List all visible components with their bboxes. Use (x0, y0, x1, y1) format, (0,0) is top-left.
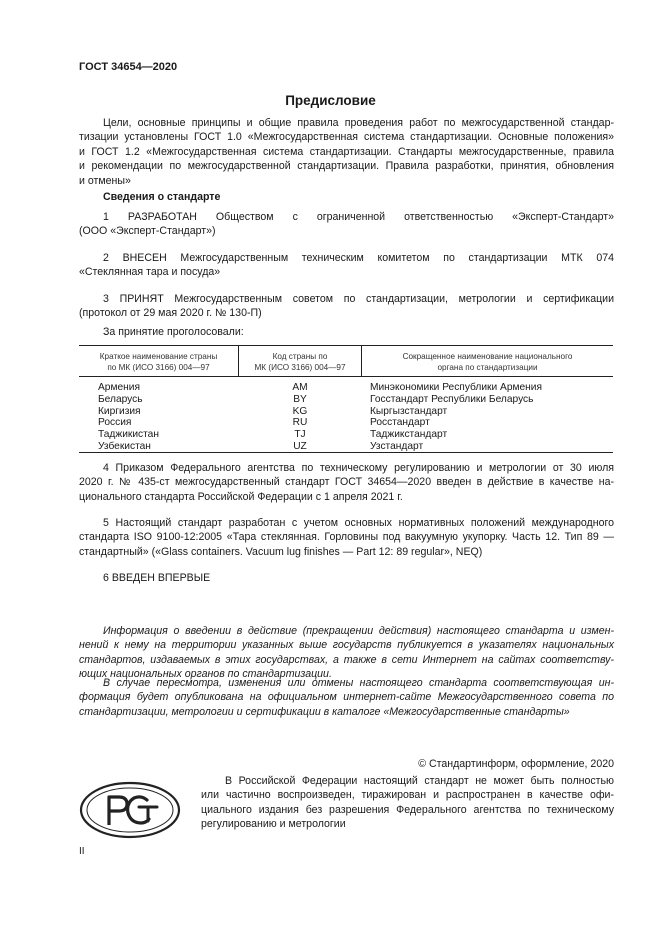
table-cell-country: Россия (98, 417, 132, 429)
table-cell-country: Армения (98, 382, 140, 393)
info-line: стандартизации, метрологии и сертификации в каталоге «Межгосударственные стандарты» (79, 705, 570, 718)
info-line: стандартов, издаваемых в этих государствах, а также в сети Интернет на сайтах соответству- (79, 653, 614, 666)
item-line: 5 Настоящий стандарт разработан с учетом основных нормативных положений международного (103, 517, 614, 529)
item-line: (протокол от 29 мая 2020 г. № 130-П) (79, 307, 262, 320)
info-paragraph-1 (79, 624, 614, 682)
header-text: органа по стандартизации (437, 363, 538, 372)
rst-logo-icon (79, 781, 181, 839)
item-line: стандартный» («Glass containers. Vacuum lug finishes — Part 12: 89 regular», NEQ) (79, 545, 483, 558)
item-3 (79, 292, 614, 321)
table-cell-code: RU (292, 417, 308, 429)
page-number: II (79, 846, 85, 857)
section-heading: Сведения о стандарте (103, 191, 221, 203)
item-line: «Стеклянная тара и посуда» (79, 266, 221, 279)
reproduction-notice (201, 774, 614, 832)
code-column (239, 382, 361, 453)
item-6: 6 ВВЕДЕН ВПЕРВЫЕ (103, 572, 211, 584)
voted-label: За принятие проголосовали: (103, 326, 244, 338)
table-header (79, 346, 613, 377)
copyright-notice: © Стандартинформ, оформление, 2020 (418, 758, 614, 770)
table-cell-body: Минэкономики Республики Армения (370, 382, 542, 393)
info-line: формация будет опубликована на официальном интернет-сайте Межгосударственного совета по (79, 691, 614, 704)
item-2 (79, 251, 614, 280)
notice-line: регулированию и метрологии (201, 818, 346, 831)
intro-line: тизации установлены ГОСТ 1.0 «Межгосударственная система стандартизации. Основные положения» (79, 131, 614, 144)
info-paragraph-2 (79, 676, 614, 719)
table-cell-code: AM (292, 382, 308, 393)
countries-table (79, 345, 613, 453)
item-5 (79, 516, 614, 559)
intro-line: Цели, основные принципы и общие правила проведения работ по межгосударственной стандар- (103, 117, 614, 129)
page-title: Предисловие (285, 93, 376, 108)
header-text: по МК (ИСО 3166) 004—97 (107, 363, 210, 372)
table-cell-body: Узстандарт (370, 440, 424, 452)
item-line: 2020 г. № 435-ст межгосударственный стандарт ГОСТ 34654—2020 введен в действие в качестве на- (79, 476, 614, 489)
table-cell-code: BY (293, 393, 307, 405)
table-cell-body: Таджикстандарт (370, 429, 448, 441)
document-code: ГОСТ 34654—2020 (79, 61, 178, 73)
header-code (239, 351, 361, 373)
item-4 (79, 461, 614, 504)
intro-paragraph (79, 116, 614, 188)
intro-line: и отмены» (79, 174, 131, 187)
info-line: ющих национальных органов по стандартизации. (79, 668, 332, 681)
item-line: ционального стандарта Российской Федерации с 1 апреля 2021 г. (79, 490, 403, 503)
intro-line: и ГОСТ 1.2 «Межгосударственная система стандартизации. Стандарты межгосударственные, правила (79, 145, 614, 158)
table-cell-body: Росстандарт (370, 417, 430, 429)
info-line: В случае пересмотра, изменения или отмены настоящего стандарта соответствующая ин- (103, 677, 614, 689)
item-line: 1 РАЗРАБОТАН Обществом с ограниченной ответственностью «Эксперт-Стандарт» (103, 211, 614, 223)
header-body (362, 351, 613, 373)
item-line: 4 Приказом Федерального агентства по техническому регулированию и метрологии от 30 июля (103, 462, 614, 474)
header-text: МК (ИСО 3166) 004—97 (254, 363, 346, 372)
item-line: стандарта ISO 9100-12:2005 «Тара стеклянная. Горловины под вакуумную укупорку. Часть 12. Тип 89 — (79, 531, 614, 544)
table-cell-country: Таджикистан (98, 429, 159, 441)
item-line: (ООО «Эксперт-Стандарт») (79, 225, 216, 238)
table-cell-code: KG (292, 405, 308, 417)
header-text: Код страны по (272, 352, 328, 361)
notice-line: В Российской Федерации настоящий стандарт не может быть полностью (225, 775, 614, 787)
notice-line: или частично воспроизведен, тиражирован и распространен в качестве офи- (201, 789, 614, 802)
header-text: Краткое наименование страны (99, 352, 218, 361)
table-cell-body: Кыргызстандарт (370, 405, 448, 417)
table-cell-body: Госстандарт Республики Беларусь (370, 393, 534, 405)
table-cell-code: UZ (293, 440, 307, 452)
body-column (370, 382, 542, 453)
info-line: Информация о введении в действие (прекращении действия) настоящего стандарта и измен- (103, 625, 614, 637)
item-line: 3 ПРИНЯТ Межгосударственным советом по стандартизации, метрологии и сертификации (103, 293, 614, 305)
info-line: нений к нему на территории указанных выше государств публикуется в указателях национальных (79, 639, 614, 652)
country-column (98, 382, 159, 453)
table-cell-code: TJ (294, 429, 306, 441)
item-line: 2 ВНЕСЕН Межгосударственным техническим комитетом по стандартизации МТК 074 (103, 252, 614, 264)
item-1 (79, 210, 614, 239)
table-cell-country: Узбекистан (98, 440, 151, 452)
intro-line: и рекомендации по межгосударственной стандартизации. Правила разработки, принятия, обновления (79, 160, 614, 173)
header-country (79, 351, 238, 373)
table-cell-country: Беларусь (98, 393, 143, 405)
notice-line: циального издания без разрешения Федерального агентства по техническому (201, 803, 614, 816)
table-cell-country: Киргизия (98, 405, 141, 417)
header-text: Сокращенное наименование национального (402, 352, 573, 361)
